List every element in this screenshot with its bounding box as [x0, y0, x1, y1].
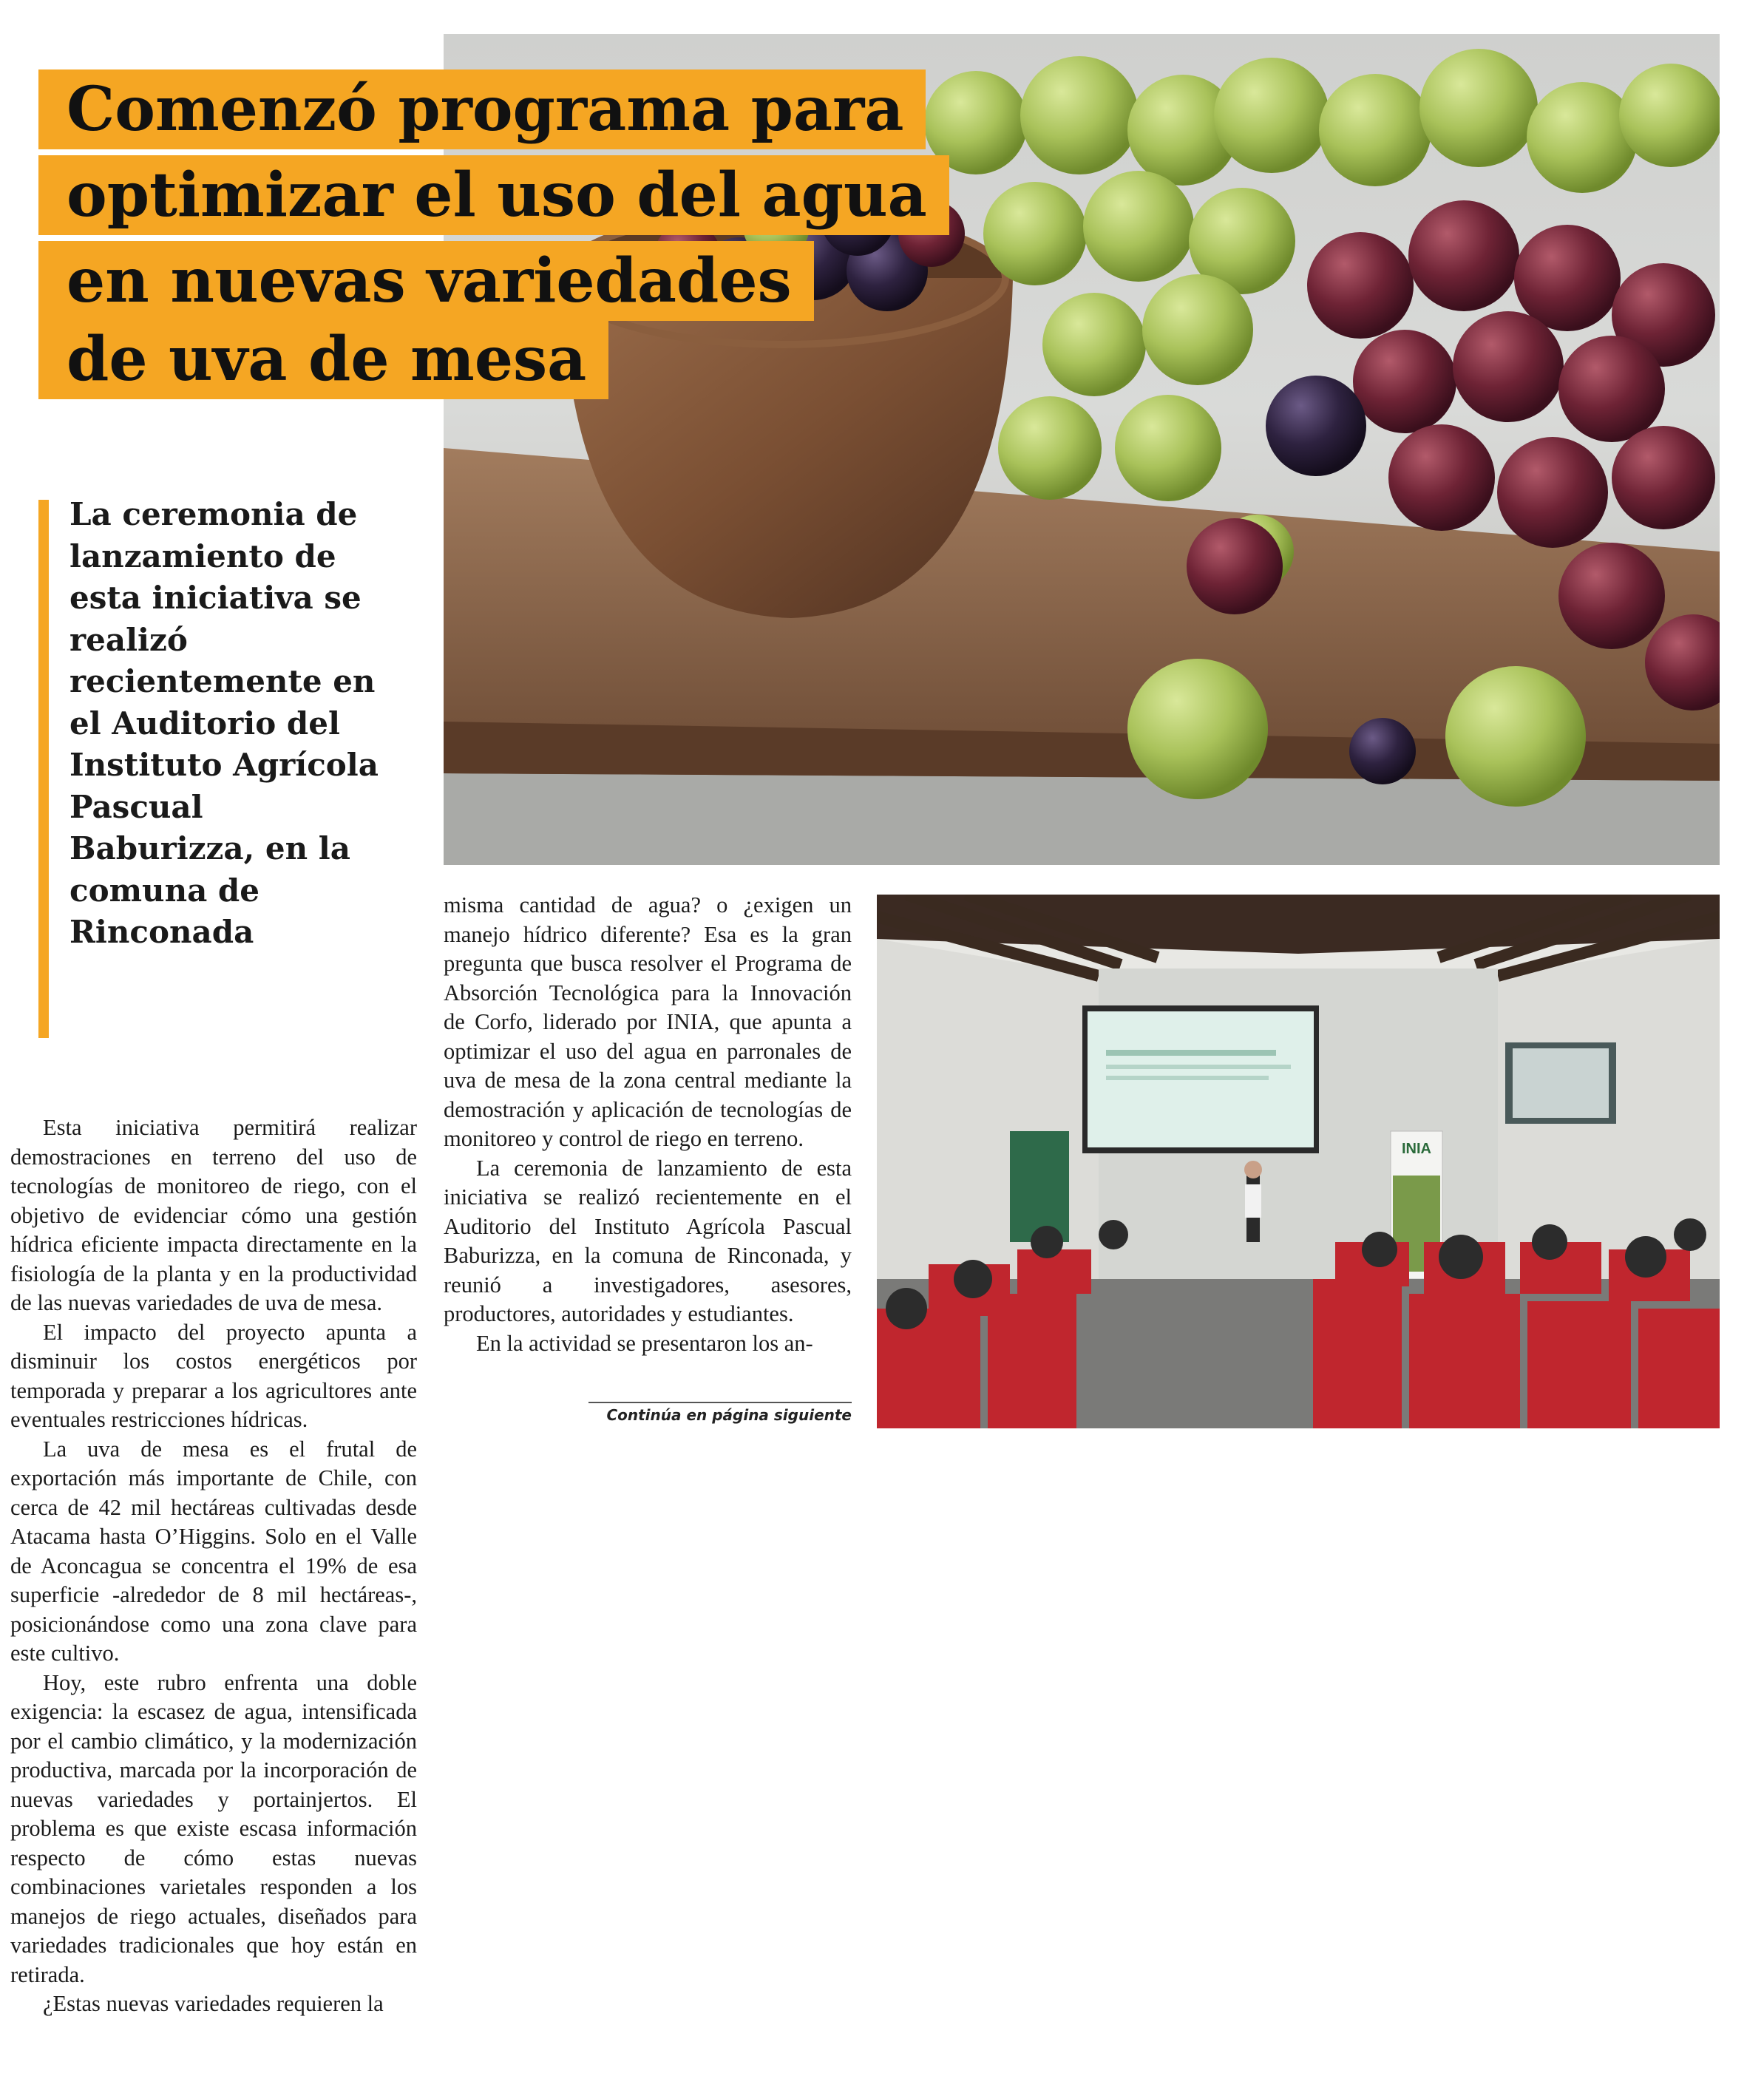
- auditorium-photo: [877, 895, 1720, 1428]
- auditorium-illustration: [877, 895, 1720, 1428]
- paragraph: La ceremonia de lanzamiento de esta iniciativa se realizó recientemente en el Auditorio del Instituto Agrícola Pascual Baburizza, en la comuna de Rinconada, y reunió a investigadores, asesores, productores, autoridades y estudiantes.: [444, 1155, 852, 1326]
- deck-accent-bar: [38, 500, 49, 1038]
- paragraph: misma cantidad de agua? o ¿exigen un manejo hídrico diferente? Esa es la gran pregunta que busca resolver el Programa de Absorción Tecnológica para la Innovación de Corfo, liderado por INIA, que apunta a optimizar el uso del agua en parronales de uva de mesa de la zona central mediante la demostración y aplicación de tecnologías de monitoreo y control de riego en terreno.: [444, 892, 852, 1151]
- continuation-rule: [588, 1402, 852, 1403]
- headline-line-3: en nuevas variedades: [38, 241, 814, 321]
- headline-line-4: de uva de mesa: [38, 319, 608, 399]
- paragraph: El impacto del proyecto apunta a disminuir los costos energéticos por temporada y preparar a los agricultores ante eventuales restricciones hídricas.: [10, 1319, 417, 1432]
- body-column-1: [10, 1113, 417, 2019]
- body-column-2: [444, 891, 852, 1358]
- paragraph: ¿Estas nuevas variedades requieren la: [43, 1991, 384, 2016]
- headline-line-1: Comenzó programa para: [38, 69, 926, 149]
- paragraph: Hoy, este rubro enfrenta una doble exigencia: la escasez de agua, intensificada por el cambio climático, y la modernización productiva, marcada por la incorporación de nuevas variedades y portainjertos. El problema es que existe escasa información respecto de cómo estas nuevas combinaciones varietales responden a los manejos de riego actuales, diseñados para variedades tradicionales que hoy están en retirada.: [10, 1669, 417, 1987]
- inia-banner-label: INIA: [1402, 1141, 1431, 1157]
- continuation-note: Continúa en página siguiente: [606, 1406, 852, 1424]
- paragraph: En la actividad se presentaron los an-: [476, 1330, 813, 1356]
- paragraph: La uva de mesa es el frutal de exportación más importante de Chile, con cerca de 42 mil hectáreas cultivadas desde Atacama hasta O’Higgins. Solo en el Valle de Aconcagua se concentra el 19% de esa superficie -alrededor de 8 mil hectáreas-, posicionándose como una zona clave para este cultivo.: [10, 1436, 417, 1666]
- headline-line-2: optimizar el uso del agua: [38, 155, 949, 235]
- deck-text: La ceremonia de lanzamiento de esta iniciativa se realizó recientemente en el Auditorio del Instituto Agrícola Pascual Baburizza, en la comuna de Rinconada: [69, 496, 379, 950]
- paragraph: Esta iniciativa permitirá realizar demostraciones en terreno del uso de tecnologías de monitoreo de riego, con el objetivo de evidenciar cómo una gestión hídrica eficiente impacta directamente en la fisiología de la planta y en la productividad de las nuevas variedades de uva de mesa.: [10, 1115, 417, 1315]
